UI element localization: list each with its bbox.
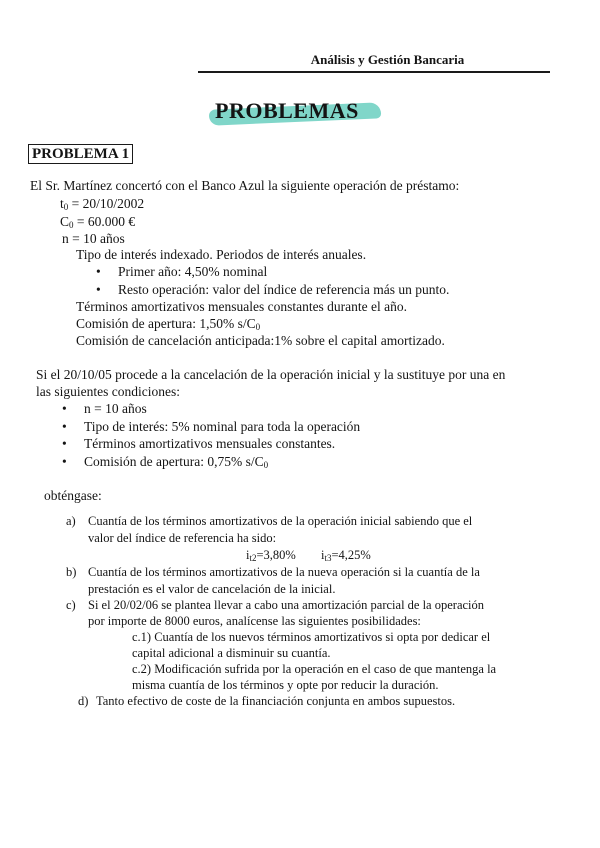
bullet-rest: • Resto operación: valor del índice de referencia más un punto. — [118, 282, 449, 300]
payments-line: Términos amortizativos mensuales constantes durante el año. — [76, 299, 408, 314]
page-title-block — [215, 98, 359, 124]
bullet-terms: • Términos amortizativos mensuales constantes. — [84, 436, 360, 454]
question-a-label: a) — [66, 514, 76, 528]
question-b-line2: prestación es el valor de cancelación de la inicial. — [88, 582, 336, 596]
question-a-line2: valor del índice de referencia ha sido: — [88, 531, 277, 545]
obtain-label: obténgase: — [44, 488, 102, 503]
header-title-text: Análisis y Gestión Bancaria — [310, 52, 465, 67]
question-c2-line2: misma cuantía de los términos y opte por reducir la duración. — [132, 678, 439, 692]
bullet-rate: • Tipo de interés: 5% nominal para toda la operación — [84, 419, 360, 437]
question-d-line1: Tanto efectivo de coste de la financiación conjunta en ambos supuestos. — [96, 694, 456, 708]
question-a-line1: Cuantía de los términos amortizativos de la operación inicial sabiendo que el — [88, 514, 473, 528]
bullet-first-year: • Primer año: 4,50% nominal — [118, 264, 449, 282]
header-rule — [198, 71, 550, 73]
question-d-label: d) — [78, 694, 89, 708]
reference-rates — [246, 548, 371, 563]
page-title: PROBLEMAS — [215, 98, 359, 123]
header-title — [0, 52, 575, 68]
rate-t3: $i_{t3}=4,25\%$ — [320, 548, 371, 563]
initial-bullets — [118, 264, 449, 300]
intro-text: El Sr. Martínez concertó con el Banco Azul la siguiente operación de préstamo: — [30, 178, 460, 193]
c0-line: $C_0 = 60.000$ € — [60, 214, 136, 230]
bullet-opening-fee: • Comisión de apertura: 0,75% $s/C_0$ — [84, 454, 360, 472]
problem-label: PROBLEMA 1 — [28, 144, 133, 164]
question-c-label: c) — [66, 598, 76, 612]
question-c-line1: Si el 20/02/06 se plantea llevar a cabo una amortización parcial de la operación — [88, 598, 485, 612]
second-op-intro-2: las siguientes condiciones: — [36, 384, 180, 399]
question-c2-line1: c.2) Modificación sufrida por la operación en el caso de que mantenga la — [132, 662, 497, 676]
cancellation-fee-line: Comisión de cancelación anticipada:1% sobre el capital amortizado. — [76, 333, 445, 348]
n-line: n = 10 años — [62, 231, 125, 246]
opening-fee-line: Comisión de apertura: 1,50% $s/C_0$ — [76, 316, 261, 332]
question-c-line2: por importe de 8000 euros, analícense las siguientes posibilidades: — [88, 614, 421, 628]
t0-line: $t_0 = 20/10/2002$ — [60, 196, 145, 212]
rate-t2: $i_{t2}=3,80\%$ — [246, 548, 296, 563]
bullet-n: • n = 10 años — [84, 401, 360, 419]
question-c1-line1: c.1) Cuantía de los nuevos términos amortizativos si opta por dedicar el — [132, 630, 491, 644]
second-op-bullets — [84, 401, 360, 471]
question-b-label: b) — [66, 565, 77, 579]
question-c1-line2: capital adicional a disminuir su cuantía. — [132, 646, 331, 660]
second-op-intro-1: Si el 20/10/05 procede a la cancelación de la operación inicial y la sustituye por una en — [36, 367, 506, 382]
question-b-line1: Cuantía de los términos amortizativos de la nueva operación si la cuantía de la — [88, 565, 480, 579]
interest-type-line: Tipo de interés indexado. Periodos de interés anuales. — [76, 247, 367, 262]
